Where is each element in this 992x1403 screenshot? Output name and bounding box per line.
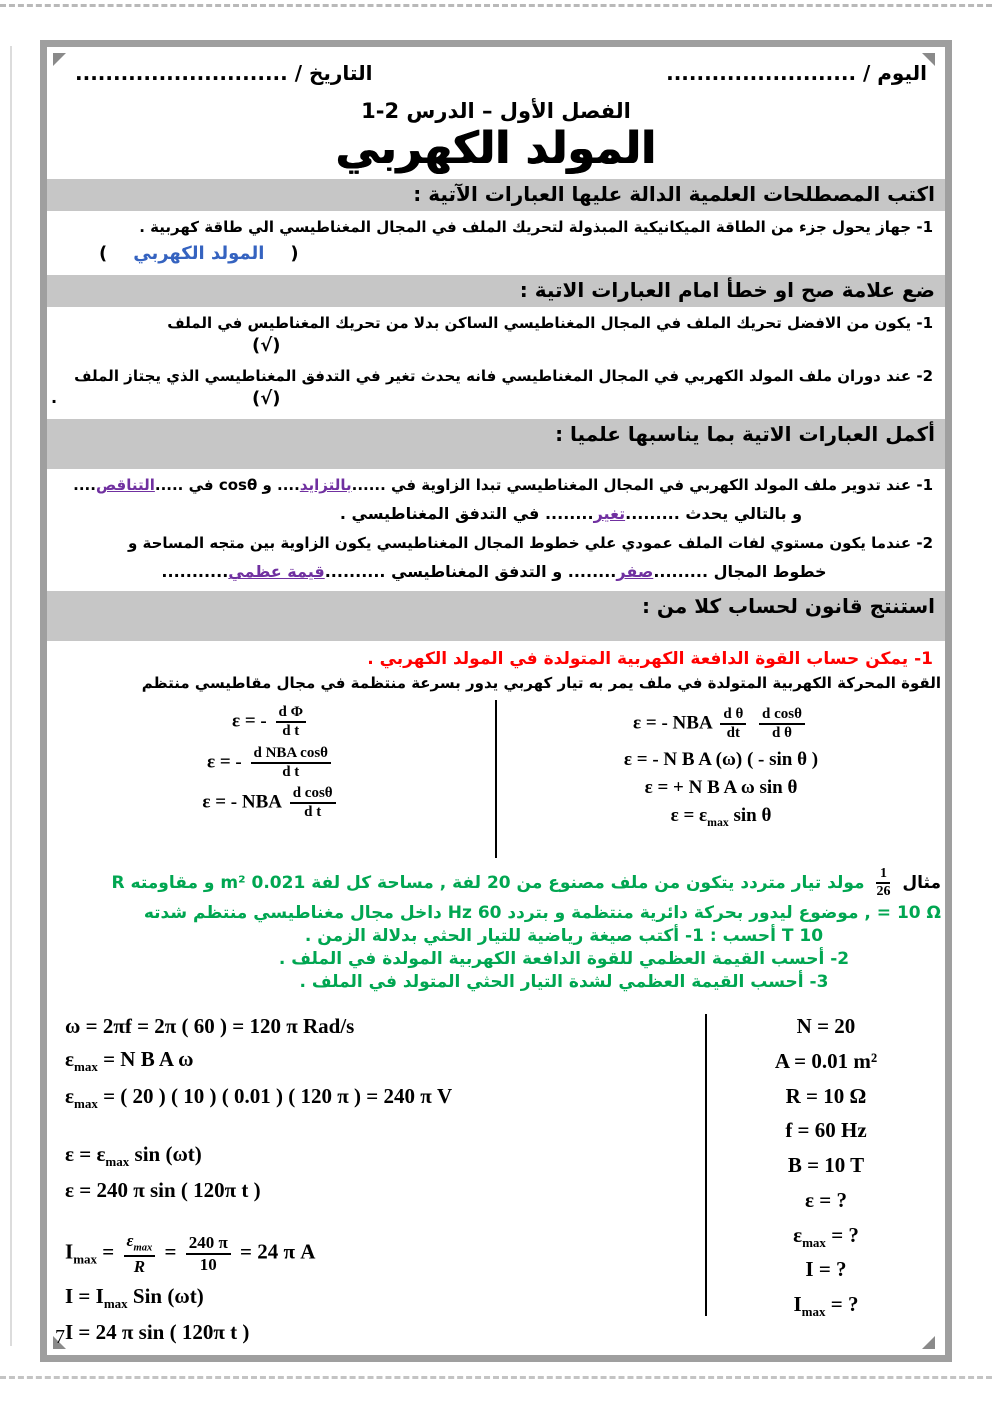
complete-q2-text-d: ........... — [161, 562, 229, 582]
complete-q1-line-2 — [47, 497, 945, 527]
example-task-2: 2- أحسب القيمة العظمي للقوة الدافعة الكهربية المولدة في الملف . — [278, 949, 850, 970]
page-number: 7 — [55, 1326, 65, 1348]
equation-l3-pre: ε = - NBA — [202, 791, 281, 813]
solution-line-emax-formula — [65, 1047, 705, 1075]
equals-sign: = — [159, 1239, 182, 1264]
derive-point-1: 1- يمكن حساب القوة الدافعة الكهربية المتولدة في المولد الكهربي . — [367, 649, 933, 670]
equation-r4-pre: ε = ε — [670, 804, 708, 826]
checkmark-1: (√) — [252, 334, 281, 356]
fraction-numerator: d cosθ — [759, 706, 805, 725]
top-dashed-line — [0, 4, 992, 7]
fraction-denominator: 10 — [199, 1254, 217, 1274]
example-line-1-text: مولد تيار متردد يتكون من ملف مصنوع من 20 لفة , مساحة كل لفة 0.021 m² و مقاومته R — [111, 873, 865, 894]
solution-line-i-sin — [65, 1284, 705, 1312]
derivation-equations-panel — [47, 700, 945, 858]
given-text: N = 20 — [796, 1014, 856, 1039]
fraction-denominator: 26 — [876, 884, 891, 900]
truefalse-mark-line-1 — [47, 335, 945, 360]
derive-intro: القوة المحركة الكهربية المتولدة في ملف يمر به تيار كهربي يدور بسرعة منتظمة في مجال مقاطيسي منتظم — [141, 674, 941, 693]
equation-r1-fraction-1 — [720, 706, 746, 743]
example-label: مثال — [902, 873, 941, 894]
section-complete-header: أكمل العبارات الاتية بما يناسبها علميا : — [47, 419, 945, 469]
epsilon-symbol: ε — [126, 1230, 134, 1250]
given-values-column — [707, 1014, 945, 1353]
complete-q2-line-2 — [47, 555, 945, 585]
terms-answer: المولد الكهربي — [133, 242, 265, 264]
max-subscript: max — [105, 1153, 130, 1169]
solution-line-emax-value — [65, 1084, 705, 1112]
close-paren: ) — [290, 242, 299, 264]
equation-r1 — [633, 706, 809, 743]
epsilon-symbol: ε = ε — [65, 1141, 106, 1166]
given-text: = ? — [825, 1222, 859, 1247]
page-border-left — [40, 40, 47, 1362]
truefalse-question-2: 2- عند دوران ملف المولد الكهربي في المجال المغناطيسي فانه يحدث تغير في التدفق المغناطيسي الذي يجتاز الملف — [74, 366, 933, 385]
page-content — [47, 47, 945, 1353]
solution-line-eps-value: ε = 240 π sin ( 120π t ) — [65, 1177, 261, 1202]
solution-line-imax-result: = 24 π A — [234, 1239, 316, 1264]
max-subscript: max — [73, 1251, 98, 1267]
terms-question-1: 1- جهاز يحول جزء من الطاقة الميكانيكية المبذولة لتحريك الملف في المجال المغناطيسي الي طاقة كهربية . — [139, 218, 933, 237]
given-value — [707, 1292, 945, 1320]
example-line-1 — [47, 866, 945, 900]
imax-fraction-2 — [186, 1233, 231, 1274]
solution-line-i-value: I = 24 π sin ( 120π t ) — [65, 1320, 250, 1345]
example-task-3: 3- أحسب القيمة العظمي لشدة التيار الحثي المتولد في الملف . — [299, 972, 829, 993]
date-field: التاريخ / ............................ — [75, 61, 373, 85]
fraction-denominator: d t — [304, 804, 322, 821]
left-gridline — [10, 46, 12, 1346]
complete-q2-answer-2: قيمة عظمي — [228, 562, 325, 582]
max-subscript: max — [103, 1296, 128, 1312]
equals-sign: = — [97, 1239, 120, 1264]
open-paren: ( — [99, 242, 108, 264]
fraction-denominator: dt — [726, 725, 740, 742]
example-task-1: 10 T أحسب : 1- أكتب صيغة رياضية للتيار الحثي بدلالة الزمن . — [304, 926, 824, 947]
fraction-numerator: d NBA cosθ — [251, 745, 332, 764]
complete-q1-answer-3: تغير — [593, 504, 626, 524]
given-value — [707, 1084, 945, 1112]
fraction-numerator — [124, 1231, 156, 1257]
equation-r4-subscript: max — [707, 815, 729, 829]
solution-line-eps-sin — [65, 1142, 705, 1170]
complete-q1-text-e: ........ في التدفق المغناطيسي . — [339, 504, 594, 524]
complete-q1-text-a: 1- عند تدوير ملف المولد الكهربي في المجال المغناطيسي تبدا الزاوية في ...... — [351, 476, 933, 495]
lesson-title: الفصل الأول – الدرس 2-1 — [361, 99, 631, 123]
day-field: اليوم / ......................... — [666, 61, 927, 85]
solution-work-column — [47, 1014, 705, 1353]
equation-l2 — [207, 745, 335, 782]
equation-l3 — [202, 785, 339, 822]
complete-q2-text-b: خطوط المجال ......... — [653, 562, 827, 582]
solution-panel — [47, 1014, 945, 1353]
given-text: I — [793, 1291, 802, 1316]
complete-q1-text-b: .... و cosθ في ..... — [154, 476, 300, 495]
complete-q1-line-1 — [47, 469, 945, 497]
complete-q1-answer-2: التناقص — [95, 476, 155, 495]
fraction-numerator: 1 — [876, 866, 890, 884]
page-border-top — [40, 40, 952, 47]
current-symbol: I — [65, 1239, 74, 1264]
epsilon-symbol: ε — [65, 1047, 74, 1072]
max-subscript: max — [73, 1059, 98, 1075]
given-value — [707, 1223, 945, 1251]
example-line-2-text: , موضوع ليدور بحركة دائرية منتظمة و بتردد 60 Hz داخل مجال مغناطيسي منتظم شدته — [143, 903, 871, 924]
truefalse-question-1: 1- يكون من الافضل تحريك الملف في المجال المغناطيسي الساكن بدلا من تحريك المغناطيس في الملف — [167, 313, 933, 332]
max-subscript: max — [133, 1242, 153, 1254]
given-text: B = 10 T — [787, 1153, 865, 1178]
solution-line-eps-sin-rest: sin (ωt) — [129, 1141, 202, 1166]
given-subscript: max — [801, 1304, 826, 1320]
truefalse-mark-line-2 — [47, 388, 945, 413]
equation-r3: ε = + N B A ω sin θ — [644, 776, 798, 798]
complete-q2-text-c: ........ و التدفق المغناطيسي .......... — [324, 562, 617, 582]
solution-line-emax-value-rest: = ( 20 ) ( 10 ) ( 0.01 ) ( 120 π ) = 240 π V — [97, 1083, 453, 1108]
given-text: ε — [793, 1222, 803, 1247]
example-number-fraction — [876, 866, 890, 900]
solution-line-i-sin-rest: Sin (ωt) — [127, 1284, 204, 1309]
max-subscript: max — [73, 1095, 98, 1111]
given-subscript: max — [802, 1234, 826, 1250]
page-border-right — [945, 40, 952, 1362]
header-row — [47, 47, 945, 85]
given-value — [707, 1118, 945, 1146]
example-line-2 — [47, 903, 945, 923]
fraction-denominator: R — [133, 1256, 146, 1276]
given-text: f = 60 Hz — [785, 1118, 867, 1143]
given-text: ε = ? — [805, 1187, 847, 1212]
given-value — [707, 1188, 945, 1216]
complete-q2-answer-1: صفر — [616, 562, 654, 582]
equation-l1-fraction — [276, 704, 307, 741]
given-value — [707, 1049, 945, 1077]
checkmark-2: (√) — [252, 388, 281, 410]
equation-r2: ε = - N B A (ω) ( - sin θ ) — [623, 748, 819, 770]
fraction-denominator: d t — [282, 723, 300, 740]
complete-q2-line-1: 2- عندما يكون مستوي لفات الملف عمودي علي خطوط المجال المغناطيسي يكون الزاوية بين متجه المساحة و — [127, 534, 933, 553]
fraction-numerator: d θ — [720, 706, 746, 725]
given-text: = ? — [825, 1291, 859, 1316]
page-title: المولد الكهربي — [335, 123, 657, 174]
section-truefalse-header: ضع علامة صح او خطأ امام العبارات الاتية : — [47, 275, 945, 307]
given-text: I = ? — [805, 1257, 847, 1282]
imax-fraction-1 — [124, 1231, 156, 1276]
equation-l3-fraction — [290, 785, 336, 822]
fraction-denominator: d t — [282, 763, 300, 780]
fraction-numerator: d Φ — [276, 704, 307, 723]
equation-l2-fraction — [251, 745, 332, 782]
current-symbol: I = I — [65, 1284, 104, 1309]
complete-q1-text-c: .... — [73, 476, 96, 495]
example-problem — [47, 866, 945, 992]
given-value — [707, 1257, 945, 1285]
given-text: A = 0.01 m² — [774, 1049, 878, 1074]
epsilon-symbol: ε — [65, 1083, 74, 1108]
equation-r4 — [671, 805, 772, 830]
solution-line-omega: ω = 2πf = 2π ( 60 ) = 120 π Rad/s — [65, 1014, 355, 1039]
fraction-numerator: d cosθ — [290, 785, 336, 804]
example-line-2-equation: = 10 Ω — [876, 903, 941, 924]
page-border-bottom — [40, 1355, 952, 1362]
equation-l2-pre: ε = - — [206, 751, 242, 773]
example-tasks — [47, 926, 945, 992]
equation-l1-pre: ε = - — [231, 710, 267, 732]
equation-r1-pre: ε = - NBA — [633, 712, 712, 734]
section-terms-header: اكتب المصطلحات العلمية الدالة عليها العبارات الآتية : — [47, 179, 945, 211]
section-derive-header: استنتج قانون لحساب كلا من : — [47, 591, 945, 641]
given-value — [707, 1014, 945, 1042]
equation-r4-post: sin θ — [728, 804, 772, 826]
fraction-numerator: 240 π — [186, 1233, 231, 1255]
equation-l1 — [232, 704, 310, 741]
given-value — [707, 1153, 945, 1181]
given-text: R = 10 Ω — [785, 1083, 867, 1108]
solution-line-emax-rest: = N B A ω — [97, 1047, 194, 1072]
solution-line-imax — [65, 1231, 705, 1276]
fraction-denominator: d θ — [772, 725, 792, 742]
equations-left-column — [47, 700, 495, 858]
bottom-dashed-line — [0, 1376, 992, 1379]
complete-q1-answer-1: بالتزايد — [299, 476, 352, 495]
terms-answer-line — [47, 240, 945, 269]
complete-q1-text-d: و بالتالي يحدث ......... — [625, 504, 803, 524]
equations-right-column — [497, 700, 945, 858]
equation-r1-fraction-2 — [759, 706, 805, 743]
sentence-period: . — [51, 388, 58, 408]
